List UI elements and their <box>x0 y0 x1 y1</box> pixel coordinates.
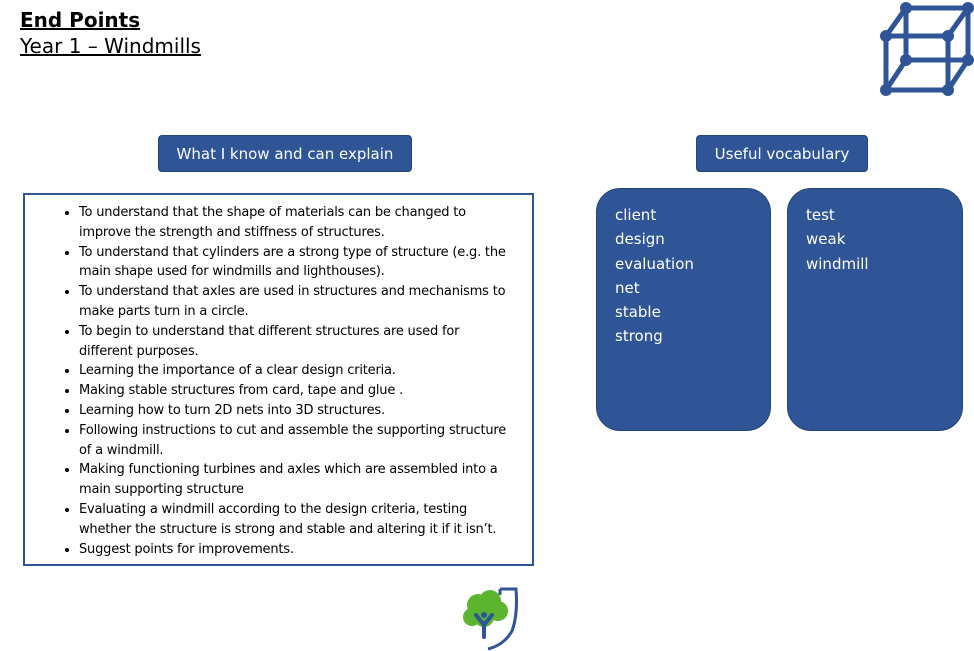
cube-icon <box>878 0 974 98</box>
know-heading-badge: What I know and can explain <box>158 135 412 172</box>
know-list-item: • Making stable structures from card, tape and glue . <box>79 381 516 401</box>
school-tree-logo <box>460 585 522 651</box>
vocab-word: design <box>615 230 665 249</box>
vocab-word: evaluation <box>615 254 694 273</box>
know-list-item: • To understand that cylinders are a strong type of structure (e.g. the main shape used for windmills and lighthouses). <box>79 243 516 283</box>
vocab-word: client <box>615 206 657 224</box>
page-subtitle: Year 1 – Windmills <box>20 34 201 58</box>
page-title: End Points <box>20 8 141 32</box>
know-list-item: • Evaluating a windmill according to the design criteria, testing whether the structure is strong and stable and altering it if it isn’t. <box>79 500 516 540</box>
know-list-item: • To understand that axles are used in structures and mechanisms to make parts turn in a circle. <box>79 282 516 322</box>
know-list-item: • Learning the importance of a clear design criteria. <box>79 361 516 381</box>
vocab-word: test <box>806 206 835 224</box>
vocab-card-right <box>787 188 963 431</box>
vocab-heading-badge: Useful vocabulary <box>696 135 868 172</box>
know-list <box>25 203 516 559</box>
know-list-item: • Suggest points for improvements. <box>79 540 516 560</box>
know-list-box <box>23 193 534 566</box>
know-list-item: • Following instructions to cut and assemble the supporting structure of a windmill. <box>79 421 516 461</box>
know-list-item: • To understand that the shape of materials can be changed to improve the strength and stiffness of structures. <box>79 203 516 243</box>
vocab-word: stable <box>615 303 661 322</box>
vocab-word: windmill <box>806 254 869 273</box>
vocab-word: weak <box>806 230 846 249</box>
know-list-item: • To begin to understand that different structures are used for different purposes. <box>79 322 516 362</box>
know-list-item: • Learning how to turn 2D nets into 3D structures. <box>79 401 516 421</box>
vocab-word: net <box>615 278 640 297</box>
know-list-item: • Making functioning turbines and axles which are assembled into a main supporting structure <box>79 460 516 500</box>
vocab-card-left <box>596 188 771 431</box>
vocab-word: strong <box>615 327 663 346</box>
